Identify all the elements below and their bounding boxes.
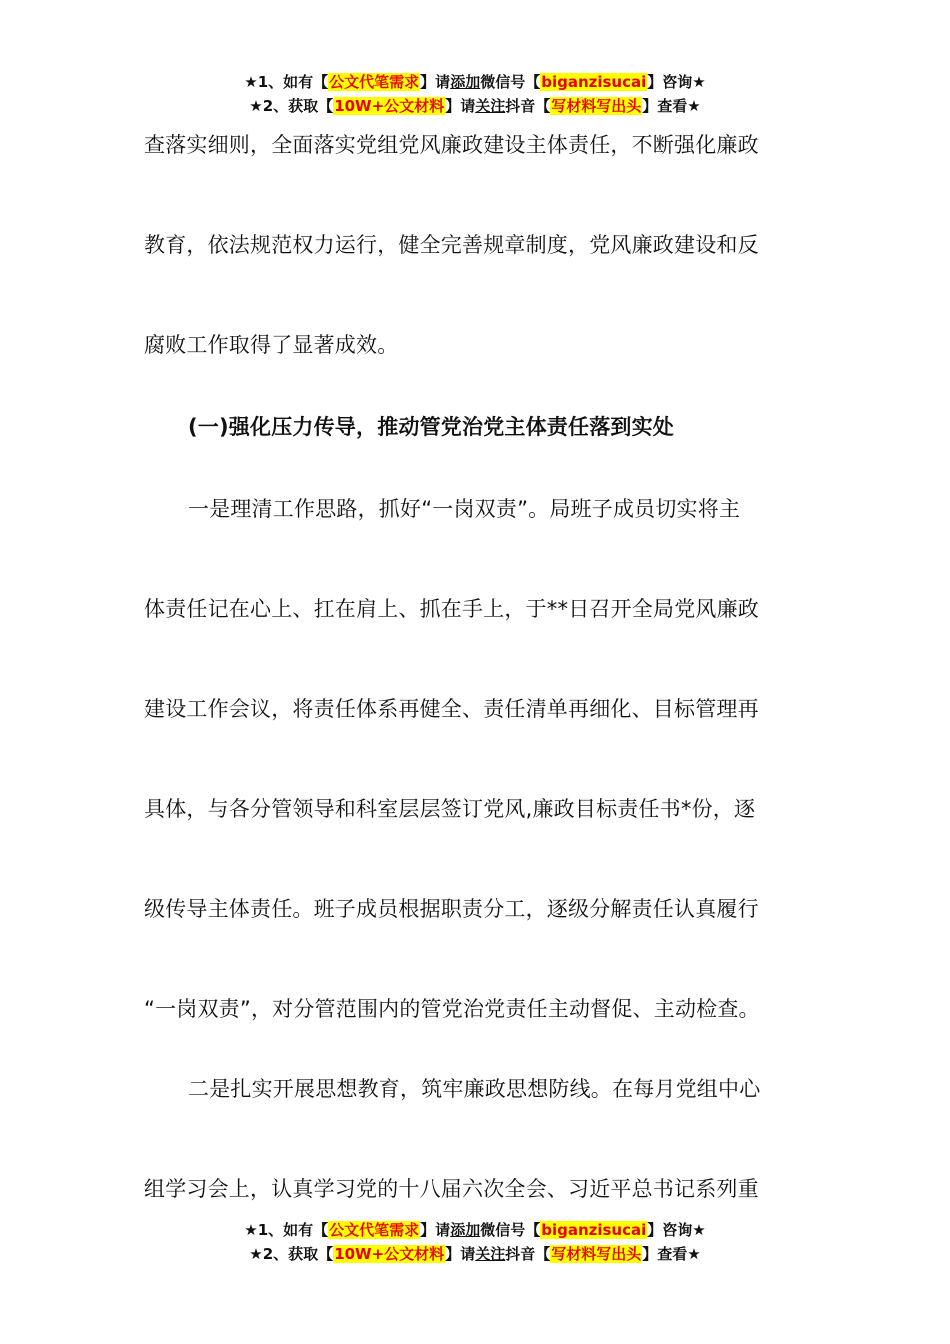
banner-text: 微信号【: [480, 73, 541, 91]
banner-highlight: 写材料写出头: [551, 1245, 642, 1263]
body-text-line: “一岗双责”，对分管范围内的管党治党责任主动督促、主动检查。: [144, 997, 760, 1021]
banner-text: 】请: [445, 97, 476, 115]
banner-line-1: [0, 70, 950, 94]
body-text-line: 具体，与各分管领导和科室层层签订党风,廉政目标责任书*份，逐: [144, 797, 756, 821]
banner-text: 抖音【: [505, 1245, 551, 1263]
body-text-line: 查落实细则，全面落实党组党风廉政建设主体责任，不断强化廉政: [144, 133, 759, 157]
banner-underlined-text: 关注: [475, 1245, 506, 1263]
banner-highlight: biganzisucai: [541, 73, 647, 91]
banner-text: 抖音【: [505, 97, 551, 115]
banner-highlight: 10W+公文材料: [334, 1245, 445, 1263]
banner-underlined-text: 添加: [450, 1221, 481, 1239]
body-text-line: 腐败工作取得了显著成效。: [144, 333, 399, 357]
paragraph-first-line: 二是扎实开展思想教育，筑牢廉政思想防线。在每月党组中心: [188, 1077, 761, 1101]
body-text-line: 教育，依法规范权力运行，健全完善规章制度，党风廉政建设和反: [144, 233, 759, 257]
banner-text: ★2、获取【: [249, 1245, 334, 1263]
paragraph-first-line: 一是理清工作思路，抓好“一岗双责”。局班子成员切实将主: [188, 497, 741, 521]
body-text-line: 体责任记在心上、扛在肩上、抓在手上，于**日召开全局党风廉政: [144, 597, 759, 621]
banner-highlight: 10W+公文材料: [334, 97, 445, 115]
banner-line-1: [0, 1218, 950, 1242]
banner-underlined-text: 添加: [450, 73, 481, 91]
footer-banner: [0, 1218, 950, 1266]
banner-text: ★1、如有【: [244, 1221, 329, 1239]
banner-highlight: 公文代笔需求: [329, 73, 420, 91]
body-text-line: 建设工作会议，将责任体系再健全、责任清单再细化、目标管理再: [144, 697, 759, 721]
banner-text: 】请: [420, 73, 451, 91]
banner-text: 】查看★: [642, 97, 701, 115]
header-banner: [0, 70, 950, 118]
banner-text: 】咨询★: [647, 73, 706, 91]
banner-highlight: biganzisucai: [541, 1221, 647, 1239]
section-heading: (一)强化压力传导，推动管党治党主体责任落到实处: [188, 415, 674, 439]
banner-underlined-text: 关注: [475, 97, 506, 115]
banner-text: 】请: [445, 1245, 476, 1263]
body-text-line: 组学习会上，认真学习党的十八届六次全会、习近平总书记系列重: [144, 1177, 759, 1201]
banner-highlight: 公文代笔需求: [329, 1221, 420, 1239]
banner-line-2: [0, 1242, 950, 1266]
banner-text: 】请: [420, 1221, 451, 1239]
banner-text: ★1、如有【: [244, 73, 329, 91]
banner-text: 】查看★: [642, 1245, 701, 1263]
banner-text: 微信号【: [480, 1221, 541, 1239]
banner-text: 】咨询★: [647, 1221, 706, 1239]
banner-line-2: [0, 94, 950, 118]
banner-text: ★2、获取【: [249, 97, 334, 115]
body-text-line: 级传导主体责任。班子成员根据职责分工，逐级分解责任认真履行: [144, 897, 759, 921]
banner-highlight: 写材料写出头: [551, 97, 642, 115]
